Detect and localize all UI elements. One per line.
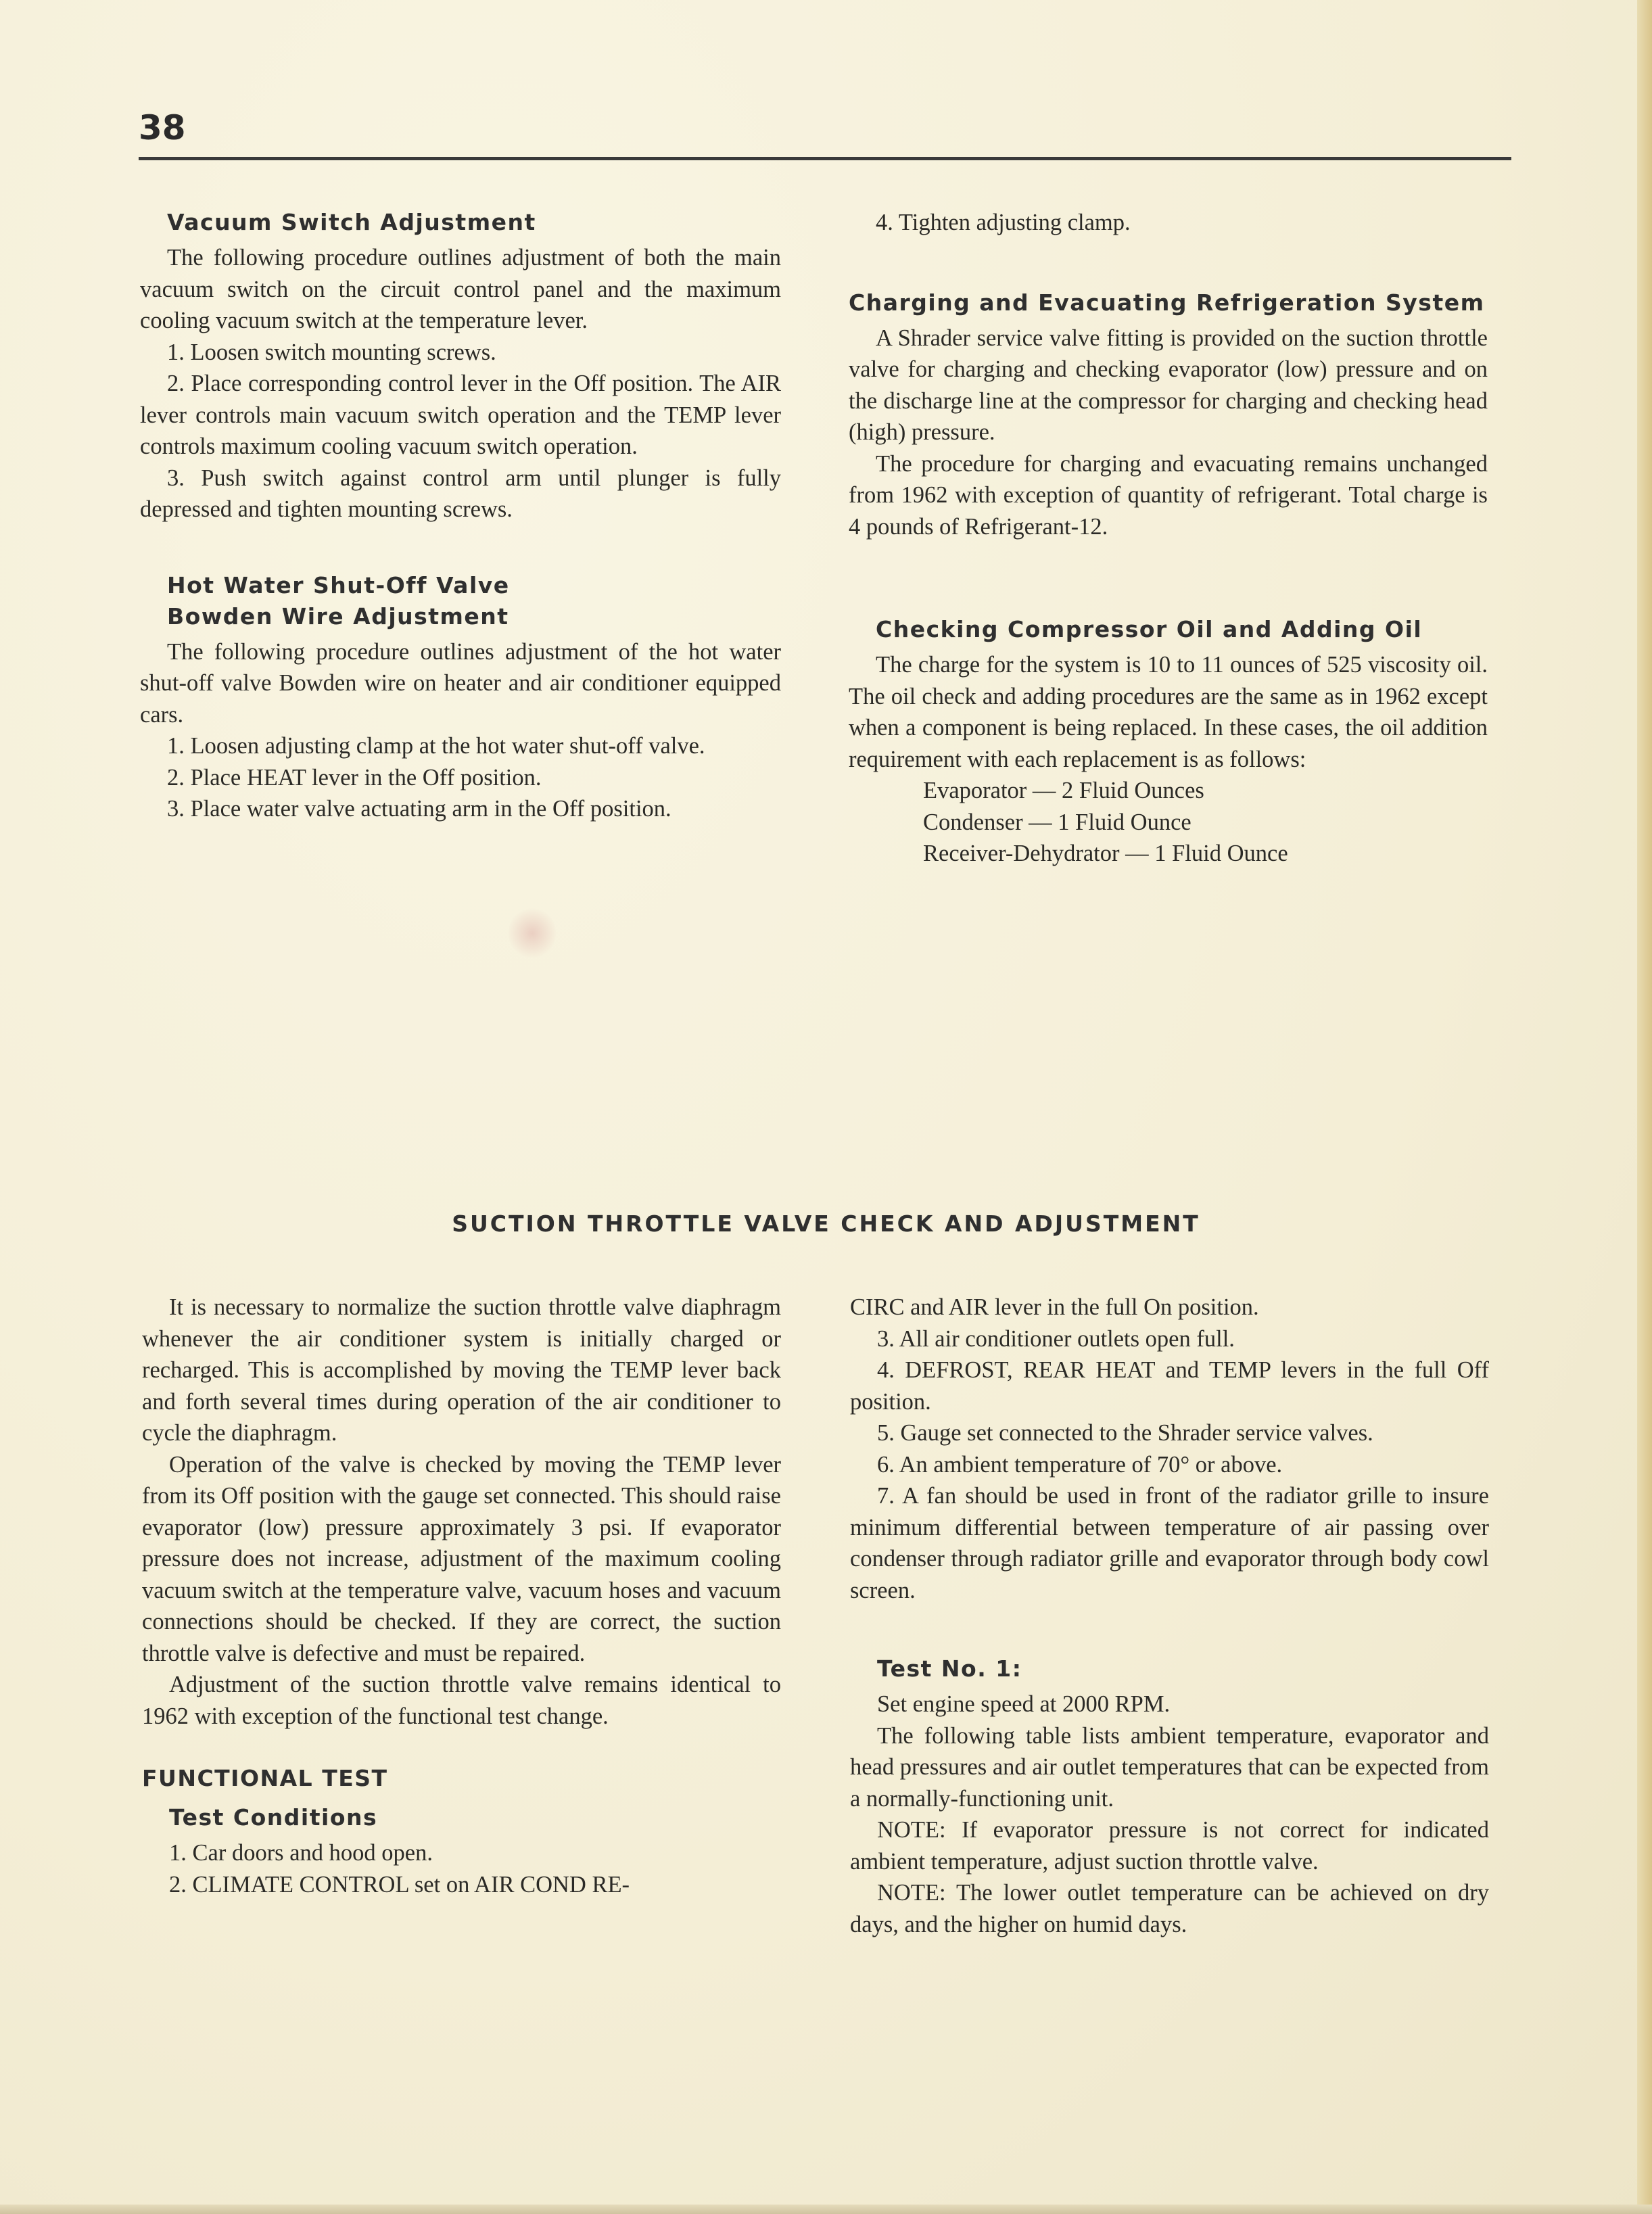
- hot-water-step-2: 2. Place HEAT lever in the Off position.: [167, 764, 542, 791]
- page-number: 38: [139, 108, 186, 147]
- charging-heading: Charging and Evacuating Refrigeration System: [849, 289, 1485, 316]
- condition-1: 1. Car doors and hood open.: [169, 1840, 433, 1866]
- test-1-note-2: NOTE: The lower outlet temperature can be achieved on dry days, and the higher on humid days.: [850, 1880, 1489, 1937]
- charging-paragraph-1: A Shrader service valve fitting is provided on the suction throttle valve for charging and checking evaporator (low) pressure and on the discharge line at the compressor for charging and checking head (high) pressure.: [849, 325, 1488, 445]
- bottom-left-column: [142, 1292, 781, 1900]
- adjustment-paragraph: Adjustment of the suction throttle valve remains identical to 1962 with exception of the functional test change.: [142, 1672, 781, 1729]
- condition-4: 4. DEFROST, REAR HEAT and TEMP levers in the full Off position.: [850, 1357, 1489, 1415]
- page-edge-bottom: [0, 2205, 1652, 2214]
- oil-requirements-list: [849, 775, 1488, 870]
- vacuum-step-2: 2. Place corresponding control lever in the Off position. The AIR lever controls main vacuum switch operation and the TEMP lever controls maximum cooling vacuum switch operation.: [140, 371, 781, 459]
- condition-5: 5. Gauge set connected to the Shrader service valves.: [877, 1420, 1373, 1446]
- vacuum-switch-heading: Vacuum Switch Adjustment: [167, 209, 536, 235]
- condition-6: 6. An ambient temperature of 70° or above.: [877, 1451, 1283, 1478]
- test-1-note-1: NOTE: If evaporator pressure is not correct for indicated ambient temperature, adjust suction throttle valve.: [850, 1817, 1489, 1875]
- vacuum-intro: The following procedure outlines adjustment of both the main vacuum switch on the circuit control panel and the maximum cooling vacuum switch at the temperature lever.: [140, 245, 781, 333]
- section-title: SUCTION THROTTLE VALVE CHECK AND ADJUSTMENT: [452, 1210, 1200, 1237]
- operation-check-paragraph: Operation of the valve is checked by moving the TEMP lever from its Off position with the gauge set connected. This should raise evaporator (low) pressure approximately 3 psi. If evaporator pressure does not increase, adjustment of the maximum cooling vacuum switch at the temperature valve, vacuum hoses and vacuum connections should be checked. If they are correct, the suction throttle valve is defective and must be repaired.: [142, 1451, 781, 1666]
- functional-test-heading: FUNCTIONAL TEST: [142, 1765, 388, 1791]
- test-1-engine-speed: Set engine speed at 2000 RPM.: [877, 1691, 1171, 1717]
- condition-3: 3. All air conditioner outlets open full.: [877, 1325, 1235, 1352]
- page-edge-right: [1637, 0, 1652, 2214]
- top-left-column: [140, 207, 781, 825]
- hot-water-step-1: 1. Loosen adjusting clamp at the hot water shut-off valve.: [167, 733, 705, 759]
- hot-water-step-3: 3. Place water valve actuating arm in the Off position.: [167, 796, 671, 822]
- vacuum-step-3: 3. Push switch against control arm until plunger is fully depressed and tighten mounting screws.: [140, 465, 781, 522]
- oil-item-receiver-dehydrator: Receiver-Dehydrator — 1 Fluid Ounce: [923, 841, 1288, 866]
- oil-heading: Checking Compressor Oil and Adding Oil: [876, 616, 1423, 642]
- top-right-column: [849, 207, 1488, 870]
- oil-item-condenser: Condenser — 1 Fluid Ounce: [923, 809, 1191, 835]
- condition-2: 2. CLIMATE CONTROL set on AIR COND RE-: [169, 1871, 630, 1898]
- condition-7: 7. A fan should be used in front of the radiator grille to insure minimum differential between temperature of air passing over condenser through radiator grille and evaporator through body cowl screen.: [850, 1483, 1489, 1603]
- test-1-heading: Test No. 1:: [877, 1655, 1022, 1682]
- vacuum-step-1: 1. Loosen switch mounting screws.: [167, 339, 496, 365]
- oil-paragraph: The charge for the system is 10 to 11 ounces of 525 viscosity oil. The oil check and adding procedures are the same as in 1962 except when a component is being replaced. In these cases, the oil addition requirement with each replacement is as follows:: [849, 652, 1488, 772]
- normalize-paragraph: It is necessary to normalize the suction throttle valve diaphragm whenever the air conditioner system is initially charged or recharged. This is accomplished by moving the TEMP lever back and forth several times during operation of the air conditioner to cycle the diaphragm.: [142, 1294, 781, 1446]
- paper-stain: [509, 906, 556, 960]
- oil-item-evaporator: Evaporator — 2 Fluid Ounces: [923, 778, 1204, 803]
- top-rule: [139, 157, 1511, 160]
- bottom-right-column: [850, 1292, 1489, 1940]
- charging-paragraph-2: The procedure for charging and evacuating remains unchanged from 1962 with exception of quantity of refrigerant. Total charge is 4 pounds of Refrigerant-12.: [849, 450, 1488, 540]
- condition-2-continued: CIRC and AIR lever in the full On position.: [850, 1294, 1259, 1320]
- hot-water-heading-1: Hot Water Shut-Off Valve: [167, 571, 510, 598]
- hot-water-intro: The following procedure outlines adjustment of the hot water shut-off valve Bowden wire on heater and air conditioner equipped cars.: [140, 638, 781, 728]
- hot-water-heading-2: Bowden Wire Adjustment: [167, 603, 509, 630]
- hot-water-step-4: 4. Tighten adjusting clamp.: [876, 210, 1131, 235]
- test-conditions-heading: Test Conditions: [169, 1804, 378, 1831]
- test-1-table-intro: The following table lists ambient temperature, evaporator and head pressures and air outlet temperatures that can be expected from a normally-functioning unit.: [850, 1722, 1489, 1812]
